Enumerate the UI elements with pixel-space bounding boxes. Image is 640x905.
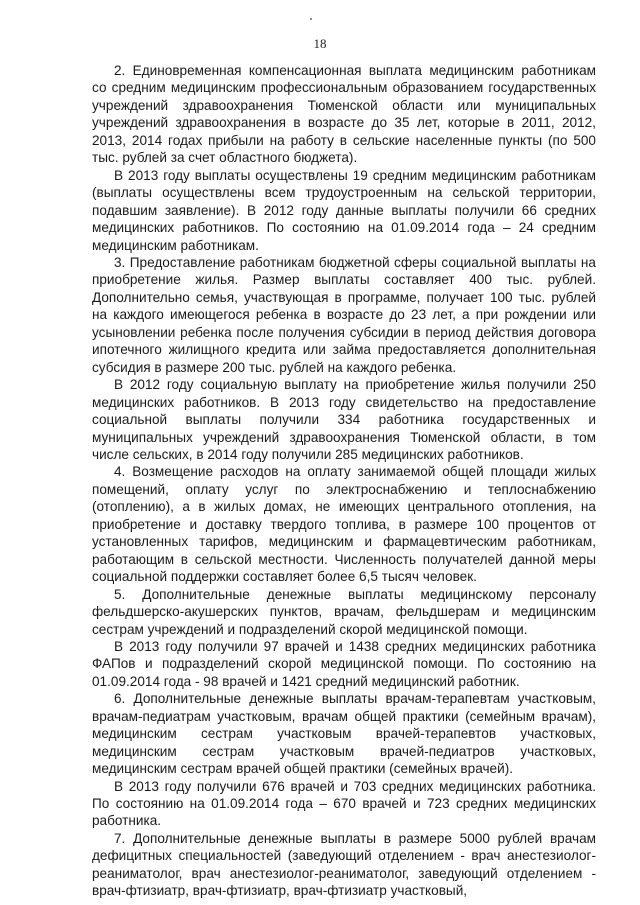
paragraph-housing-payment: 3. Предоставление работникам бюджетной сферы социальной выплаты на приобретение жилья. Размер выплаты составляет 400 тыс. рублей. Дополнительно семья, участвующая в программе, получает 100 тыс. рублей на каждого имеющегося ребенка в возрасте до 23 лет, а при рождении или усыновлении ребенка после получения субсидии в период действия договора ипотечного жилищного кредита или займа предоставляется дополнительная субсидия в размере 200 тыс. рублей на каждого ребенка. <box>92 254 596 375</box>
paragraph-utilities-reimbursement: 4. Возмещение расходов на оплату занимаемой общей площади жилых помещений, оплату услуг по электроснабжению и теплоснабжению (отоплению), а в жилых домах, не имеющих центрального отопления, на приобретение и доставку твердого топлива, в размере 100 процентов от установленных тарифов, медицинским и фармацевтическим работникам, работающим в сельской местности. Численность получателей данной меры социальной поддержки составляет более 6,5 тысяч человек. <box>92 464 596 585</box>
document-body <box>92 62 596 900</box>
paragraph-compensation-stats: В 2013 году выплаты осуществлены 19 средним медицинским работникам (выплаты осуществлены всем трудоустроенным на сельской территории, подавшим заявление). В 2012 году данные выплаты получили 66 средних медицинских работников. По состоянию на 01.09.2014 года – 24 средним медицинским работникам. <box>92 167 596 253</box>
paragraph-district-doctors-stats: В 2013 году получили 676 врачей и 703 средних медицинских работника. По состоянию на 01.09.2014 года – 670 врачей и 723 средних медицинских работника. <box>92 778 596 829</box>
paragraph-fap-stats: В 2013 году получили 97 врачей и 1438 средних медицинских работника ФАПов и подразделений скорой медицинской помощи. По состоянию на 01.09.2014 года - 98 врачей и 1421 средний медицинский работник. <box>92 638 596 689</box>
paragraph-fap-payments: 5. Дополнительные денежные выплаты медицинскому персоналу фельдшерско-акушерских пунктов, врачам, фельдшерам и медицинским сестрам учреждений и подразделений скорой медицинской помощи. <box>92 586 596 637</box>
scan-speck <box>310 18 312 20</box>
page-number: 18 <box>313 36 327 51</box>
paragraph-district-doctors-payments: 6. Дополнительные денежные выплаты врачам-терапевтам участковым, врачам-педиатрам участковым, врачам общей практики (семейным врачам), медицинским сестрам участковым врачей-терапевтов участковых, медицинским сестрам участковым врачей-педиатров участковых, медицинским сестрам врачей общей практики (семейных врачей). <box>92 691 596 777</box>
paragraph-compensation-payment: 2. Единовременная компенсационная выплата медицинским работникам со средним медицинским профессиональным образованием государственных учреждений здравоохранения Тюменской области или муниципальных учреждений здравоохранения в возрасте до 35 лет, которые в 2011, 2012, 2013, 2014 годах прибыли на работу в сельские населенные пункты (по 500 тыс. рублей за счет областного бюджета). <box>92 63 596 166</box>
paragraph-housing-stats: В 2012 году социальную выплату на приобретение жилья получили 250 медицинских работников. В 2013 году свидетельство на предоставление социальной выплаты получили 334 работника государственных и муниципальных учреждений здравоохранения Тюменской области, в том числе сельских, в 2014 году получили 285 медицинских работников. <box>92 377 596 462</box>
paragraph-deficit-specialties: 7. Дополнительные денежные выплаты в размере 5000 рублей врачам дефицитных специальностей (заведующий отделением - врач анестезиолог-реаниматолог, врач анестезиолог-реаниматолог, заведующий отделением - врач-фтизиатр, врач-фтизиатр, врач-фтизиатр участковый, <box>92 830 596 899</box>
